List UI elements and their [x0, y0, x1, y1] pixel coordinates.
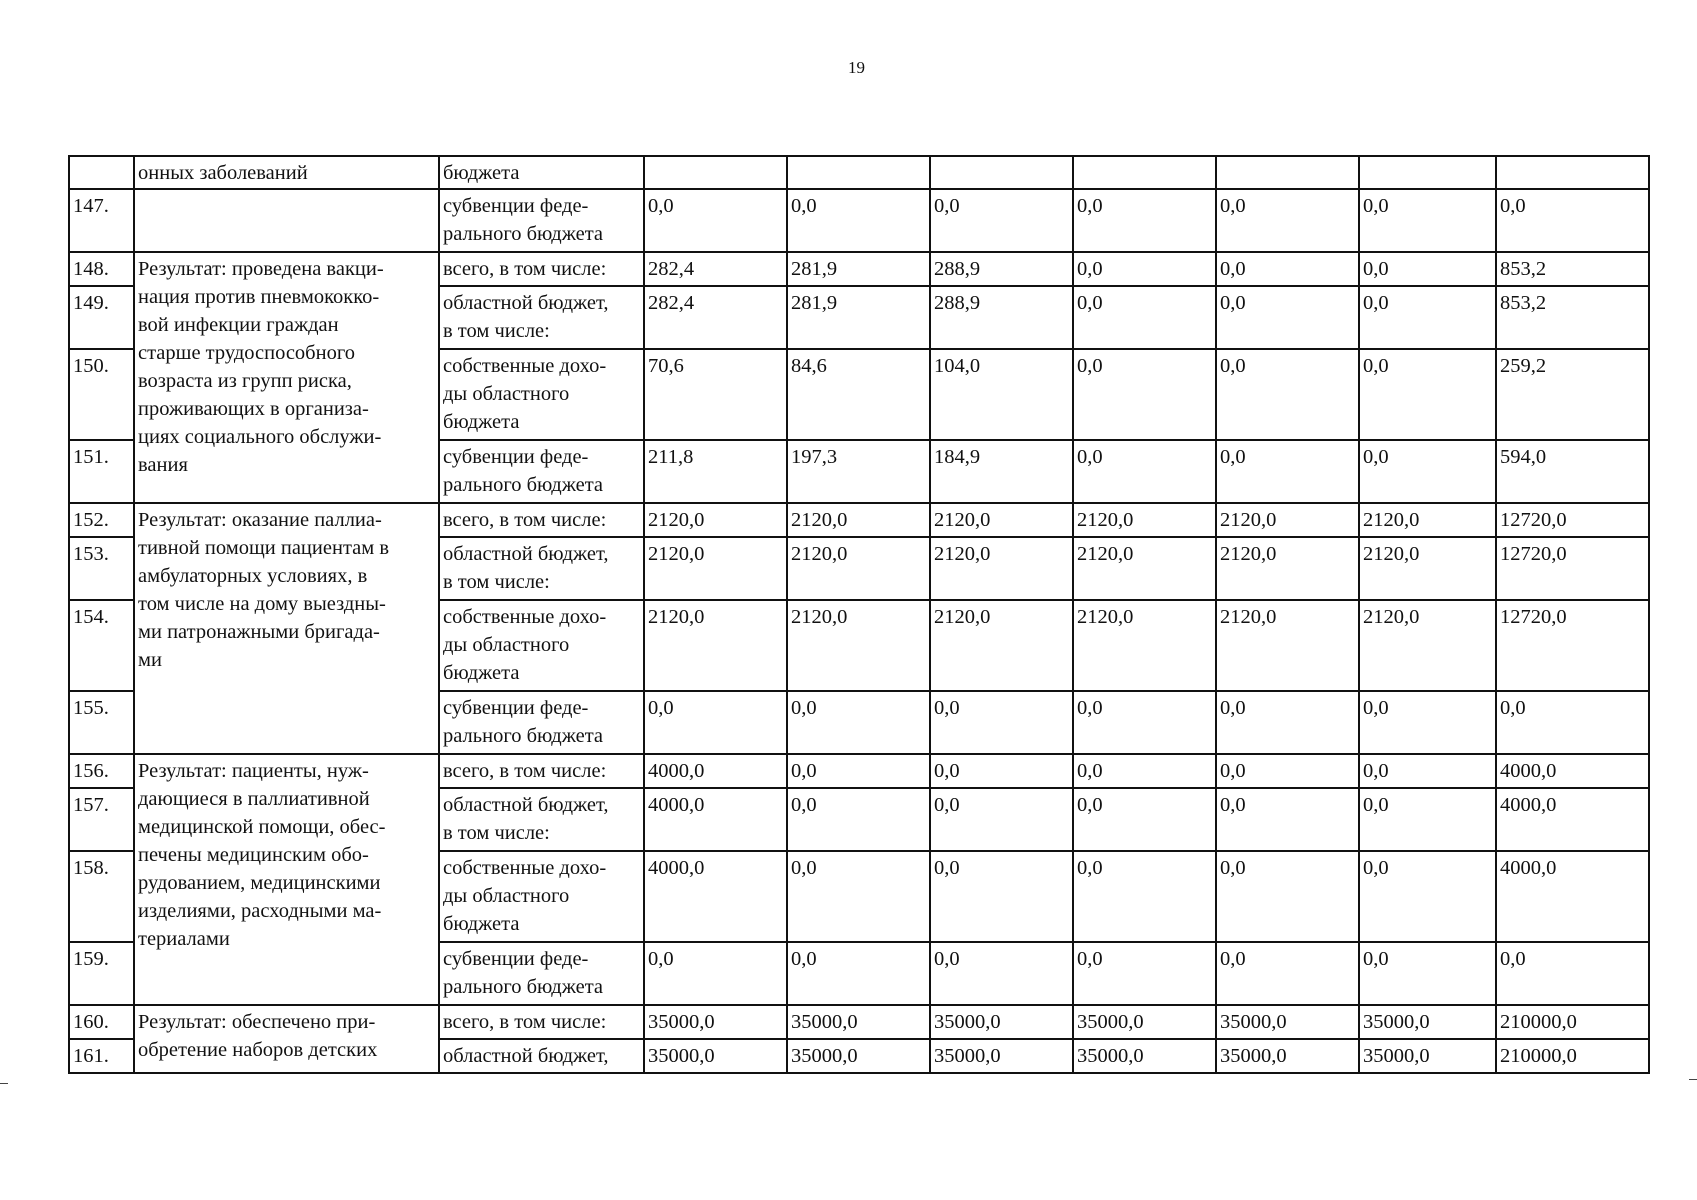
value-cell: 0,0 — [787, 788, 930, 851]
value-cell: 0,0 — [1216, 286, 1359, 349]
value-cell — [1216, 156, 1359, 189]
table-row — [69, 156, 1649, 189]
value-cell: 35000,0 — [787, 1005, 930, 1039]
value-cell: 35000,0 — [1359, 1005, 1496, 1039]
row-number: 160. — [69, 1005, 134, 1039]
value-cell: 0,0 — [787, 942, 930, 1005]
table-row — [69, 754, 1649, 788]
value-cell: 0,0 — [1216, 252, 1359, 286]
funding-source: областной бюджет, в том числе: — [439, 537, 644, 600]
value-cell: 0,0 — [1216, 189, 1359, 252]
table-row — [69, 503, 1649, 537]
value-cell: 0,0 — [1073, 349, 1216, 440]
funding-source: всего, в том числе: — [439, 754, 644, 788]
total-cell: 594,0 — [1496, 440, 1649, 503]
funding-source: всего, в том числе: — [439, 252, 644, 286]
table-row — [69, 189, 1649, 252]
value-cell — [1073, 156, 1216, 189]
value-cell: 281,9 — [787, 252, 930, 286]
value-cell: 2120,0 — [644, 600, 787, 691]
value-cell: 0,0 — [1359, 788, 1496, 851]
result-description: онных заболеваний — [134, 156, 439, 189]
value-cell: 288,9 — [930, 252, 1073, 286]
funding-source: всего, в том числе: — [439, 1005, 644, 1039]
right-edge-mark — [1689, 1079, 1697, 1080]
funding-source: областной бюджет, — [439, 1039, 644, 1073]
row-number: 150. — [69, 349, 134, 440]
total-cell: 0,0 — [1496, 189, 1649, 252]
funding-source: собственные дохо- ды областного бюджета — [439, 349, 644, 440]
value-cell: 0,0 — [1359, 851, 1496, 942]
funding-source: субвенции феде- рального бюджета — [439, 189, 644, 252]
value-cell: 0,0 — [1359, 942, 1496, 1005]
value-cell: 0,0 — [1216, 691, 1359, 754]
value-cell: 0,0 — [1216, 851, 1359, 942]
funding-source: собственные дохо- ды областного бюджета — [439, 600, 644, 691]
budget-table — [68, 155, 1650, 1074]
value-cell: 0,0 — [930, 942, 1073, 1005]
value-cell: 2120,0 — [787, 600, 930, 691]
row-number: 154. — [69, 600, 134, 691]
value-cell: 2120,0 — [1359, 600, 1496, 691]
row-number: 157. — [69, 788, 134, 851]
table-row — [69, 252, 1649, 286]
value-cell: 0,0 — [930, 788, 1073, 851]
value-cell: 70,6 — [644, 349, 787, 440]
value-cell: 35000,0 — [930, 1039, 1073, 1073]
value-cell: 0,0 — [1216, 942, 1359, 1005]
value-cell: 84,6 — [787, 349, 930, 440]
value-cell: 282,4 — [644, 252, 787, 286]
value-cell: 0,0 — [1359, 349, 1496, 440]
funding-source: субвенции феде- рального бюджета — [439, 691, 644, 754]
value-cell: 2120,0 — [1073, 503, 1216, 537]
value-cell: 0,0 — [787, 691, 930, 754]
total-cell: 12720,0 — [1496, 600, 1649, 691]
value-cell: 4000,0 — [644, 754, 787, 788]
value-cell: 0,0 — [930, 754, 1073, 788]
total-cell: 12720,0 — [1496, 503, 1649, 537]
total-cell: 210000,0 — [1496, 1039, 1649, 1073]
value-cell: 2120,0 — [1216, 600, 1359, 691]
row-number: 155. — [69, 691, 134, 754]
value-cell: 184,9 — [930, 440, 1073, 503]
value-cell: 0,0 — [930, 189, 1073, 252]
value-cell: 0,0 — [787, 189, 930, 252]
result-description: Результат: проведена вакци- нация против пневмококко- вой инфекции граждан старше трудоспособного возраста из групп риска, проживающих в организа- циях социального обслужи- вания — [134, 252, 439, 503]
total-cell: 210000,0 — [1496, 1005, 1649, 1039]
row-number: 152. — [69, 503, 134, 537]
value-cell: 35000,0 — [1073, 1005, 1216, 1039]
value-cell — [787, 156, 930, 189]
value-cell: 0,0 — [930, 851, 1073, 942]
value-cell: 2120,0 — [1216, 503, 1359, 537]
value-cell: 0,0 — [644, 942, 787, 1005]
value-cell: 2120,0 — [930, 537, 1073, 600]
funding-source: областной бюджет, в том числе: — [439, 788, 644, 851]
value-cell: 2120,0 — [930, 503, 1073, 537]
value-cell: 104,0 — [930, 349, 1073, 440]
value-cell: 0,0 — [1073, 440, 1216, 503]
value-cell: 35000,0 — [1216, 1039, 1359, 1073]
funding-source: субвенции феде- рального бюджета — [439, 942, 644, 1005]
value-cell: 2120,0 — [787, 537, 930, 600]
value-cell: 2120,0 — [1073, 537, 1216, 600]
value-cell — [644, 156, 787, 189]
result-description: Результат: пациенты, нуж- дающиеся в паллиативной медицинской помощи, обес- печены медицинским обо- рудованием, медицинскими изделиями, расходными ма- териалами — [134, 754, 439, 1005]
value-cell: 2120,0 — [1073, 600, 1216, 691]
value-cell: 35000,0 — [787, 1039, 930, 1073]
row-number: 149. — [69, 286, 134, 349]
row-number: 153. — [69, 537, 134, 600]
total-cell: 0,0 — [1496, 691, 1649, 754]
value-cell: 0,0 — [1359, 189, 1496, 252]
total-cell: 0,0 — [1496, 942, 1649, 1005]
value-cell: 0,0 — [930, 691, 1073, 754]
funding-source: собственные дохо- ды областного бюджета — [439, 851, 644, 942]
value-cell: 0,0 — [1216, 440, 1359, 503]
row-number: 159. — [69, 942, 134, 1005]
value-cell: 0,0 — [644, 189, 787, 252]
row-number: 151. — [69, 440, 134, 503]
total-cell — [1496, 156, 1649, 189]
row-number: 147. — [69, 189, 134, 252]
row-number: 156. — [69, 754, 134, 788]
value-cell: 35000,0 — [644, 1005, 787, 1039]
funding-source: субвенции феде- рального бюджета — [439, 440, 644, 503]
value-cell: 0,0 — [1216, 754, 1359, 788]
value-cell: 0,0 — [1073, 942, 1216, 1005]
value-cell: 35000,0 — [644, 1039, 787, 1073]
value-cell: 0,0 — [1359, 286, 1496, 349]
value-cell: 0,0 — [787, 754, 930, 788]
value-cell: 0,0 — [1073, 691, 1216, 754]
value-cell: 35000,0 — [1216, 1005, 1359, 1039]
result-description: Результат: оказание паллиа- тивной помощи пациентам в амбулаторных условиях, в том числе на дому выездны- ми патронажными бригада- ми — [134, 503, 439, 754]
value-cell: 0,0 — [1073, 788, 1216, 851]
value-cell: 2120,0 — [644, 537, 787, 600]
funding-source: всего, в том числе: — [439, 503, 644, 537]
left-edge-mark — [0, 1083, 8, 1084]
page-number: 19 — [848, 58, 865, 77]
value-cell: 197,3 — [787, 440, 930, 503]
total-cell: 4000,0 — [1496, 851, 1649, 942]
value-cell: 0,0 — [1073, 286, 1216, 349]
value-cell: 2120,0 — [787, 503, 930, 537]
value-cell: 282,4 — [644, 286, 787, 349]
result-description: Результат: обеспечено при- обретение наборов детских — [134, 1005, 439, 1073]
value-cell: 0,0 — [1359, 252, 1496, 286]
row-number: 161. — [69, 1039, 134, 1073]
total-cell: 12720,0 — [1496, 537, 1649, 600]
result-description — [134, 189, 439, 252]
value-cell: 0,0 — [787, 851, 930, 942]
value-cell: 2120,0 — [1359, 503, 1496, 537]
row-number — [69, 156, 134, 189]
value-cell: 2120,0 — [1359, 537, 1496, 600]
total-cell: 4000,0 — [1496, 754, 1649, 788]
value-cell: 0,0 — [1073, 252, 1216, 286]
value-cell: 0,0 — [1073, 189, 1216, 252]
value-cell: 0,0 — [1073, 754, 1216, 788]
value-cell — [1359, 156, 1496, 189]
value-cell: 4000,0 — [644, 851, 787, 942]
value-cell: 0,0 — [1216, 788, 1359, 851]
value-cell: 35000,0 — [1359, 1039, 1496, 1073]
value-cell: 2120,0 — [1216, 537, 1359, 600]
funding-source: бюджета — [439, 156, 644, 189]
value-cell: 4000,0 — [644, 788, 787, 851]
value-cell: 0,0 — [1359, 440, 1496, 503]
table-row — [69, 1005, 1649, 1039]
funding-source: областной бюджет, в том числе: — [439, 286, 644, 349]
value-cell: 35000,0 — [1073, 1039, 1216, 1073]
total-cell: 853,2 — [1496, 286, 1649, 349]
total-cell: 259,2 — [1496, 349, 1649, 440]
value-cell: 0,0 — [644, 691, 787, 754]
value-cell: 2120,0 — [644, 503, 787, 537]
value-cell: 281,9 — [787, 286, 930, 349]
value-cell: 0,0 — [1359, 691, 1496, 754]
value-cell: 211,8 — [644, 440, 787, 503]
value-cell: 0,0 — [1216, 349, 1359, 440]
value-cell: 0,0 — [1359, 754, 1496, 788]
row-number: 148. — [69, 252, 134, 286]
value-cell: 2120,0 — [930, 600, 1073, 691]
value-cell: 35000,0 — [930, 1005, 1073, 1039]
row-number: 158. — [69, 851, 134, 942]
total-cell: 853,2 — [1496, 252, 1649, 286]
total-cell: 4000,0 — [1496, 788, 1649, 851]
value-cell — [930, 156, 1073, 189]
value-cell: 288,9 — [930, 286, 1073, 349]
value-cell: 0,0 — [1073, 851, 1216, 942]
